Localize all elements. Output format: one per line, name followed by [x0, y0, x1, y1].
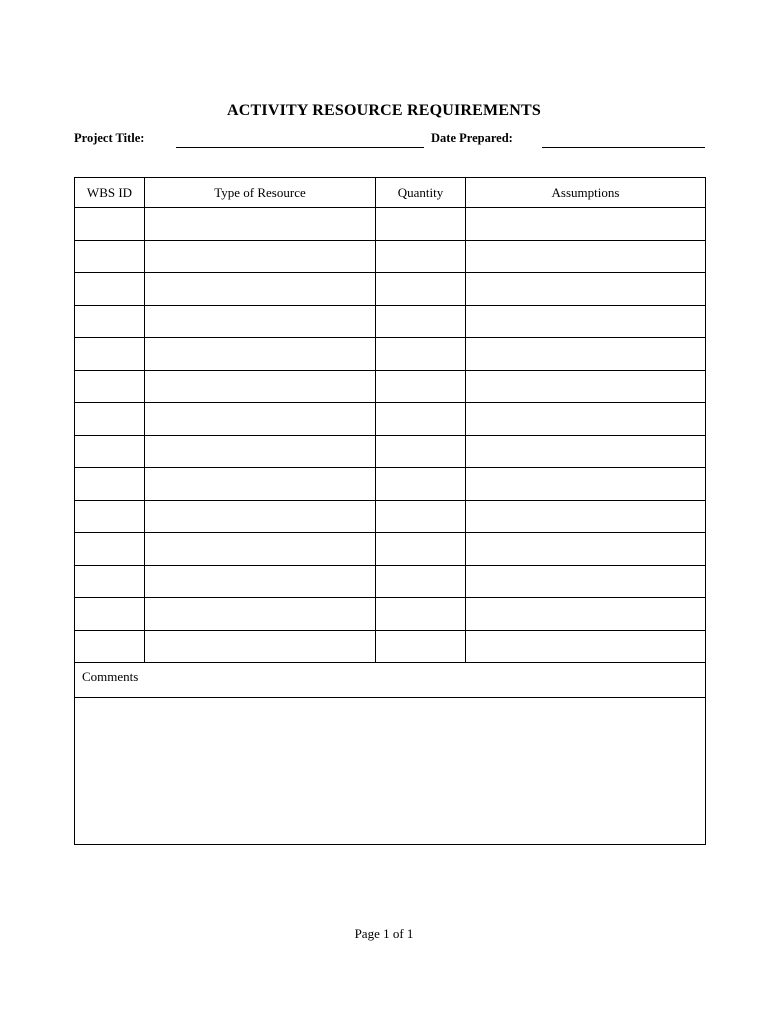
quantity-cell[interactable]: [376, 305, 466, 338]
type-of-resource-cell[interactable]: [145, 435, 376, 468]
comments-label: Comments: [75, 663, 706, 698]
project-title-field[interactable]: [176, 147, 424, 148]
assumptions-cell[interactable]: [466, 598, 706, 631]
wbs-id-cell[interactable]: [75, 565, 145, 598]
assumptions-cell[interactable]: [466, 533, 706, 566]
type-of-resource-cell[interactable]: [145, 468, 376, 501]
quantity-cell[interactable]: [376, 240, 466, 273]
date-prepared-field[interactable]: [542, 147, 705, 148]
assumptions-cell[interactable]: [466, 208, 706, 241]
date-prepared-label: Date Prepared:: [431, 131, 513, 145]
type-of-resource-cell[interactable]: [145, 305, 376, 338]
table-row: [75, 565, 706, 598]
type-of-resource-cell[interactable]: [145, 240, 376, 273]
table-row: [75, 598, 706, 631]
wbs-id-cell[interactable]: [75, 403, 145, 436]
assumptions-cell[interactable]: [466, 240, 706, 273]
type-of-resource-cell[interactable]: [145, 565, 376, 598]
type-of-resource-cell[interactable]: [145, 598, 376, 631]
table-body: [75, 208, 706, 663]
assumptions-cell[interactable]: [466, 435, 706, 468]
assumptions-cell[interactable]: [466, 630, 706, 663]
header-assumptions: Assumptions: [466, 178, 706, 208]
assumptions-cell[interactable]: [466, 305, 706, 338]
table-row: [75, 403, 706, 436]
header-type-of-resource: Type of Resource: [145, 178, 376, 208]
assumptions-cell[interactable]: [466, 338, 706, 371]
quantity-cell[interactable]: [376, 598, 466, 631]
quantity-cell[interactable]: [376, 338, 466, 371]
table-row: [75, 533, 706, 566]
quantity-cell[interactable]: [376, 565, 466, 598]
wbs-id-cell[interactable]: [75, 500, 145, 533]
header-row: [75, 178, 706, 208]
project-title-label: Project Title:: [74, 131, 145, 145]
wbs-id-cell[interactable]: [75, 435, 145, 468]
quantity-cell[interactable]: [376, 500, 466, 533]
type-of-resource-cell[interactable]: [145, 533, 376, 566]
assumptions-cell[interactable]: [466, 500, 706, 533]
comments-field[interactable]: [75, 698, 706, 845]
assumptions-cell[interactable]: [466, 403, 706, 436]
assumptions-cell[interactable]: [466, 370, 706, 403]
table-row: [75, 468, 706, 501]
table-row: [75, 273, 706, 306]
table-row: [75, 435, 706, 468]
type-of-resource-cell[interactable]: [145, 403, 376, 436]
comments-row: [75, 698, 706, 845]
type-of-resource-cell[interactable]: [145, 500, 376, 533]
wbs-id-cell[interactable]: [75, 305, 145, 338]
page-number: Page 1 of 1: [354, 926, 414, 941]
wbs-id-cell[interactable]: [75, 370, 145, 403]
wbs-id-cell[interactable]: [75, 208, 145, 241]
type-of-resource-cell[interactable]: [145, 208, 376, 241]
table-row: [75, 500, 706, 533]
resource-table: [74, 177, 706, 845]
quantity-cell[interactable]: [376, 403, 466, 436]
header-quantity: Quantity: [376, 178, 466, 208]
quantity-cell[interactable]: [376, 273, 466, 306]
header-wbs-id: WBS ID: [75, 178, 145, 208]
type-of-resource-cell[interactable]: [145, 630, 376, 663]
table-row: [75, 630, 706, 663]
form-title: ACTIVITY RESOURCE REQUIREMENTS: [227, 102, 541, 119]
wbs-id-cell[interactable]: [75, 273, 145, 306]
table-row: [75, 305, 706, 338]
type-of-resource-cell[interactable]: [145, 273, 376, 306]
quantity-cell[interactable]: [376, 468, 466, 501]
assumptions-cell[interactable]: [466, 468, 706, 501]
quantity-cell[interactable]: [376, 208, 466, 241]
assumptions-cell[interactable]: [466, 565, 706, 598]
quantity-cell[interactable]: [376, 630, 466, 663]
table-row: [75, 208, 706, 241]
table-row: [75, 370, 706, 403]
table-row: [75, 240, 706, 273]
quantity-cell[interactable]: [376, 533, 466, 566]
wbs-id-cell[interactable]: [75, 598, 145, 631]
wbs-id-cell[interactable]: [75, 338, 145, 371]
table-row: [75, 338, 706, 371]
type-of-resource-cell[interactable]: [145, 338, 376, 371]
wbs-id-cell[interactable]: [75, 468, 145, 501]
quantity-cell[interactable]: [376, 370, 466, 403]
wbs-id-cell[interactable]: [75, 630, 145, 663]
wbs-id-cell[interactable]: [75, 533, 145, 566]
comments-label-row: [75, 663, 706, 698]
wbs-id-cell[interactable]: [75, 240, 145, 273]
type-of-resource-cell[interactable]: [145, 370, 376, 403]
quantity-cell[interactable]: [376, 435, 466, 468]
assumptions-cell[interactable]: [466, 273, 706, 306]
